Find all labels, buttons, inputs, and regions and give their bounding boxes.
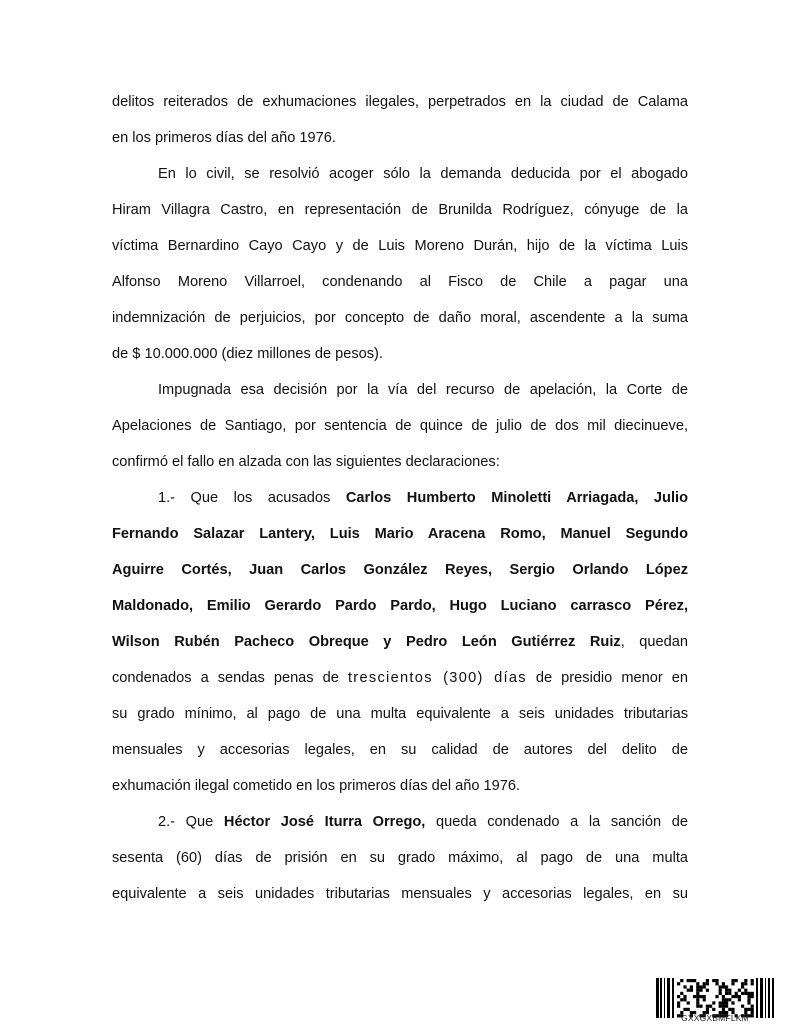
declaration-2-lead: 2.- Que xyxy=(158,814,214,830)
text-line: sesenta (60) días de prisión en su grado máximo, al pago de una multa xyxy=(112,850,688,866)
text-line xyxy=(112,664,688,700)
text-fragment: de presidio menor en xyxy=(535,670,688,686)
text-line: Alfonso Moreno Villarroel, condenando al Fisco de Chile a pagar una xyxy=(112,274,688,290)
text-fragment: queda condenado a la sanción de xyxy=(435,814,689,830)
verification-code: GXXGXBMFLKM xyxy=(681,1013,749,1023)
text-line xyxy=(112,628,688,664)
text-line: de $ 10.000.000 (diez millones de pesos). xyxy=(112,346,383,362)
text-line: exhumación ilegal cometido en los primeros días del año 1976. xyxy=(112,778,521,794)
text-fragment: condenados a sendas penas de xyxy=(112,670,339,686)
document-page xyxy=(112,88,688,916)
defendant-names: Fernando Salazar Lantery, Luis Mario Aracena Romo, Manuel Segundo xyxy=(112,526,688,542)
defendant-names: Carlos Humberto Minoletti Arriagada, Julio xyxy=(345,490,688,506)
text-line: su grado mínimo, al pago de una multa equivalente a seis unidades tributarias xyxy=(112,706,688,722)
text-fragment: , quedan xyxy=(620,634,689,650)
text-line: mensuales y accesorias legales, en su calidad de autores del delito de xyxy=(112,742,688,758)
text-line: en los primeros días del año 1976. xyxy=(112,130,336,146)
declaration-1-lead: 1.- Que los acusados xyxy=(158,490,331,506)
text-line: Hiram Villagra Castro, en representación de Brunilda Rodríguez, cónyuge de la xyxy=(112,202,688,218)
text-line xyxy=(112,484,688,520)
text-line: Impugnada esa decisión por la vía del recurso de apelación, la Corte de xyxy=(158,382,688,398)
text-line: indemnización de perjuicios, por concepto de daño moral, ascendente a la suma xyxy=(112,310,688,326)
text-line: confirmó el fallo en alzada con las siguientes declaraciones: xyxy=(112,454,500,470)
text-line: delitos reiterados de exhumaciones ilegales, perpetrados en la ciudad de Calama xyxy=(112,94,688,110)
text-line: víctima Bernardino Cayo Cayo y de Luis Moreno Durán, hijo de la víctima Luis xyxy=(112,238,688,254)
text-line: Apelaciones de Santiago, por sentencia de quince de julio de dos mil diecinueve, xyxy=(112,418,688,434)
text-line: En lo civil, se resolvió acoger sólo la demanda deducida por el abogado xyxy=(158,166,688,182)
defendant-name: Héctor José Iturra Orrego, xyxy=(223,814,426,830)
text-line xyxy=(112,808,688,844)
defendant-names: Maldonado, Emilio Gerardo Pardo Pardo, Hugo Luciano carrasco Pérez, xyxy=(112,598,688,614)
sentence-duration: trescientos (300) días xyxy=(347,670,527,686)
text-line: equivalente a seis unidades tributarias mensuales y accesorias legales, en su xyxy=(112,886,688,902)
defendant-names: Wilson Rubén Pacheco Obreque y Pedro León Gutiérrez Ruiz xyxy=(112,634,621,650)
defendant-names: Aguirre Cortés, Juan Carlos González Reyes, Sergio Orlando López xyxy=(112,562,688,578)
